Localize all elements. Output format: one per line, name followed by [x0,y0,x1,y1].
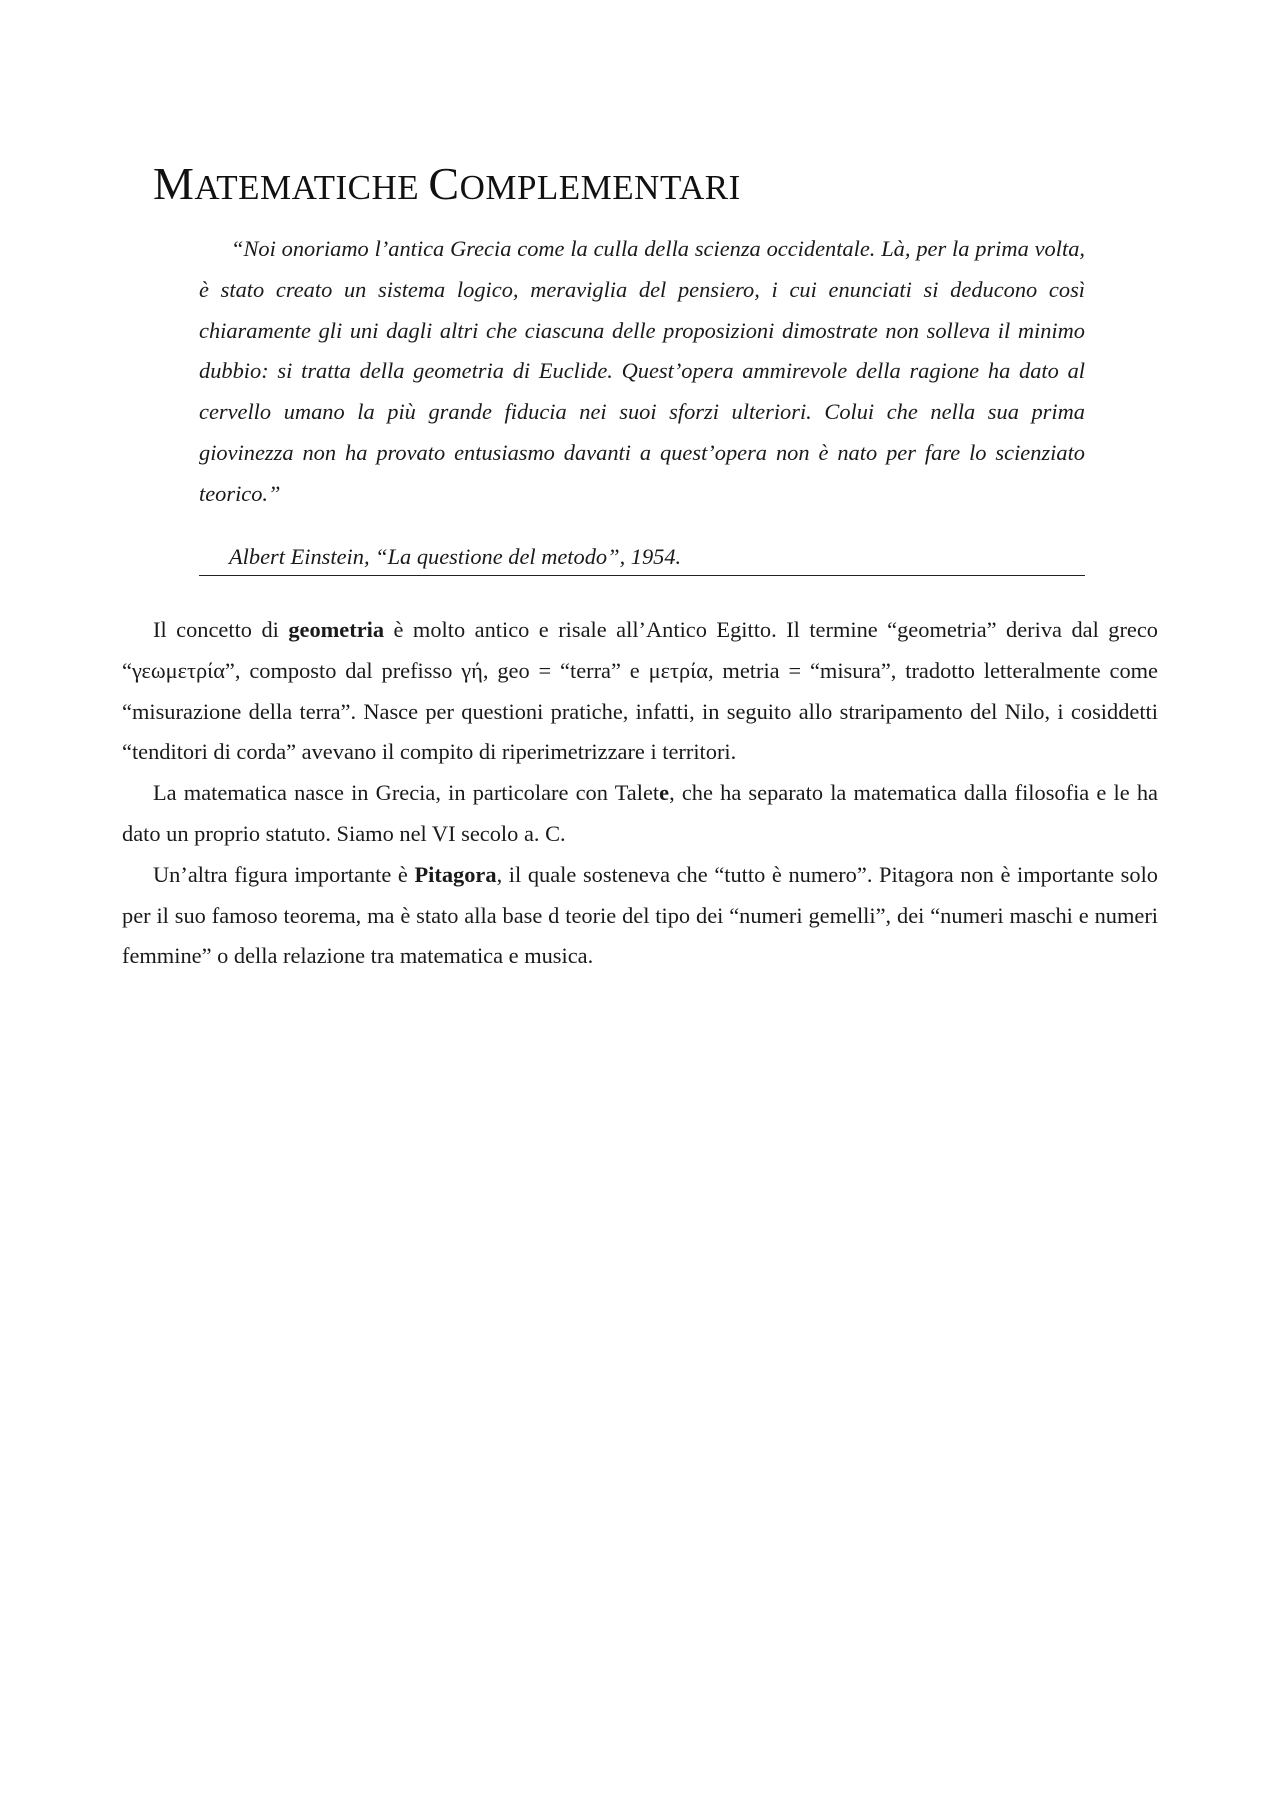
paragraph-text: Il concetto di [153,617,289,642]
title-rest-2: OMPLEMENTARI [459,168,741,207]
paragraph-pitagora [122,855,1158,977]
paragraph-text: Un’altra figura importante è [153,861,415,887]
paragraph-text: , che ha separato la matematica dalla filosofia e le ha dato un proprio statuto. Siamo nel VI secolo a. C. [122,780,1158,846]
epigraph-quote: “Noi onoriamo l’antica Grecia come la culla della scienza occidentale. Là, per la prima volta, è stato creato un sistema logico, meraviglia del pensiero, i cui enunciati si deducono così chiaramente gli uni dagli altri che ciascuna delle proposizioni dimostrate non solleva il minimo dubbio: si tratta della geometria di Euclide. Quest’opera ammirevole della ragione ha dato al cervello umano la più grande fiducia nei suoi sforzi ulteriori. Colui che nella sua prima giovinezza non ha provato entusiasmo davanti a quest’opera non è nato per fare lo scienziato teorico.” [199,236,1085,506]
body-text [122,610,1158,977]
paragraph-talete [122,773,1158,855]
bold-term-geometria: geometria [288,617,385,642]
title-initial-1: M [153,158,195,209]
epigraph-attribution: Albert Einstein, “La questione del metodo”, 1954. [199,539,1085,576]
bold-term-pitagora: Pitagora [414,861,497,887]
page-title [153,158,741,214]
paragraph-text: , il quale sosteneva che “tutto è numero”. Pitagora non è importante solo per il suo famoso teorema, ma è stato alla base d teorie del tipo dei “numeri gemelli”, dei “numeri maschi e numeri femmine” o della relazione tra matematica e musica. [122,861,1158,969]
paragraph-geometria [122,610,1158,773]
bold-letter-e: e [659,780,670,806]
paragraph-text: è molto antico e risale all’Antico Egitto. Il termine “geometria” deriva dal greco “γεωμετρία”, composto dal prefisso γή, geo = “terra” e μετρία, metria = “misura”, tradotto letteralmente come “misurazione della terra”. Nasce per questioni pratiche, infatti, in seguito allo straripamento del Nilo, i cosiddetti “tenditori di corda” avevano il compito di riperimetrizzare i territori. [122,617,1158,765]
paragraph-text: La matematica nasce in Grecia, in particolare con Talet [153,780,660,806]
title-rest-1: ATEMATICHE [194,168,429,207]
title-initial-2: C [428,158,460,209]
